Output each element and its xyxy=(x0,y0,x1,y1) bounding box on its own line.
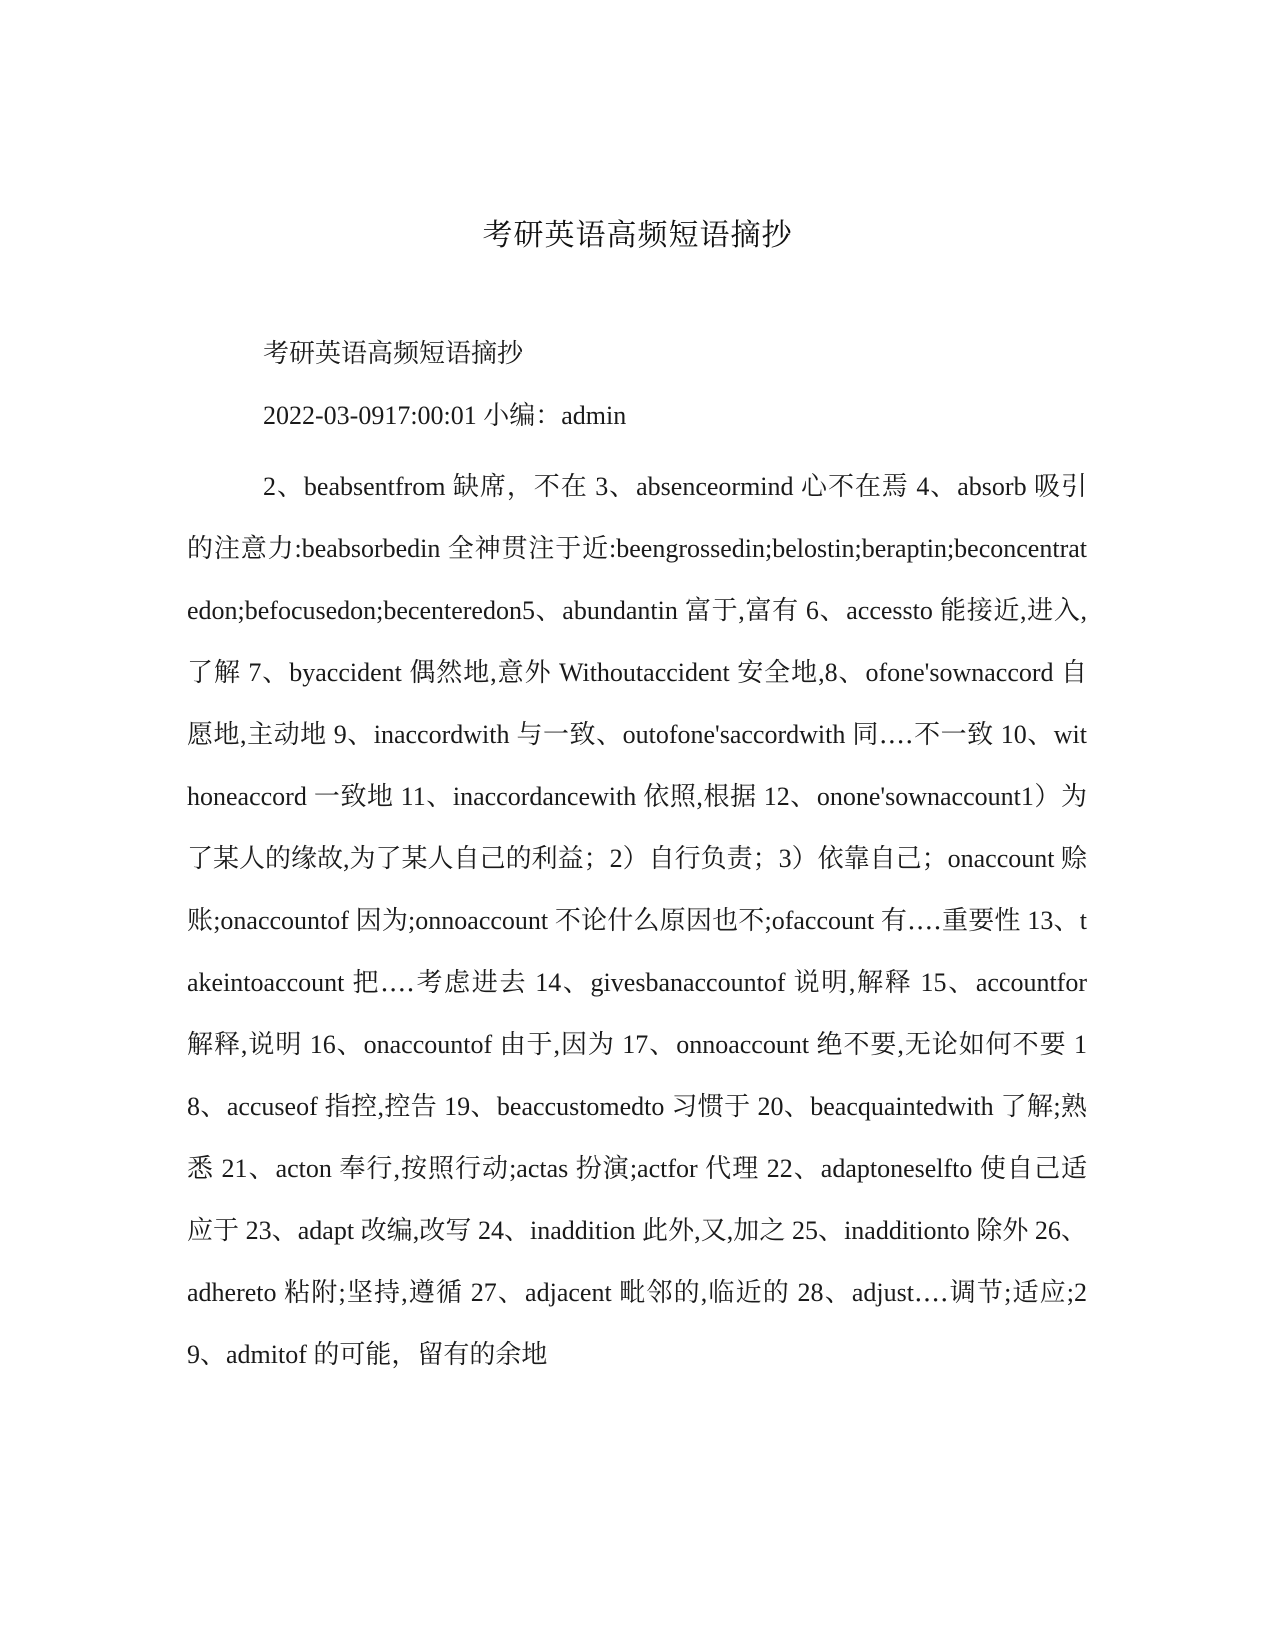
document-subtitle: 考研英语高频短语摘抄 xyxy=(263,339,524,368)
document-title: 考研英语高频短语摘抄 xyxy=(482,218,793,253)
document-meta: 2022-03-0917:00:01 小编：admin xyxy=(263,401,627,430)
document-body: 2、beabsentfrom 缺席，不在 3、absenceormind 心不在焉 4、absorb 吸引的注意力:beabsorbedin 全神贯注于近:beengrossedin;belostin;beraptin;beconcentratedon;befocusedon;becenteredon5、abundantin 富于,富有 6、accessto 能接近,进入,了解 7、byaccident 偶然地,意外 Withoutaccident 安全地,8、ofone'sownaccord 自愿地,主动地 9、inaccordwith 与一致、outofone'saccordwith 同‥‥不一致 10、withoneaccord 一致地 11、inaccordancewith 依照,根据 12、onone'sownaccount1）为了某人的缘故,为了某人自己的利益；2）自行负责；3）依靠自己；onaccount 赊账;onaccountof 因为;onnoaccount 不论什么原因也不;ofaccount 有‥‥重要性 13、takeintoaccount 把‥‥考虑进去 14、givesbanaccountof 说明,解释 15、accountfor 解释,说明 16、onaccountof 由于,因为 17、onnoaccount 绝不要,无论如何不要 18、accuseof 指控,控告 19、beaccustomedto 习惯于 20、beacquaintedwith 了解;熟悉 21、acton 奉行,按照行动;actas 扮演;actfor 代理 22、adaptoneselfto 使自己适应于 23、adapt 改编,改写 24、inaddition 此外,又,加之 25、inadditionto 除外 26、adhereto 粘附;坚持,遵循 27、adjacent 毗邻的,临近的 28、adjust‥‥调节;适应;29、admitof 的可能，留有的余地 xyxy=(187,472,1087,1369)
